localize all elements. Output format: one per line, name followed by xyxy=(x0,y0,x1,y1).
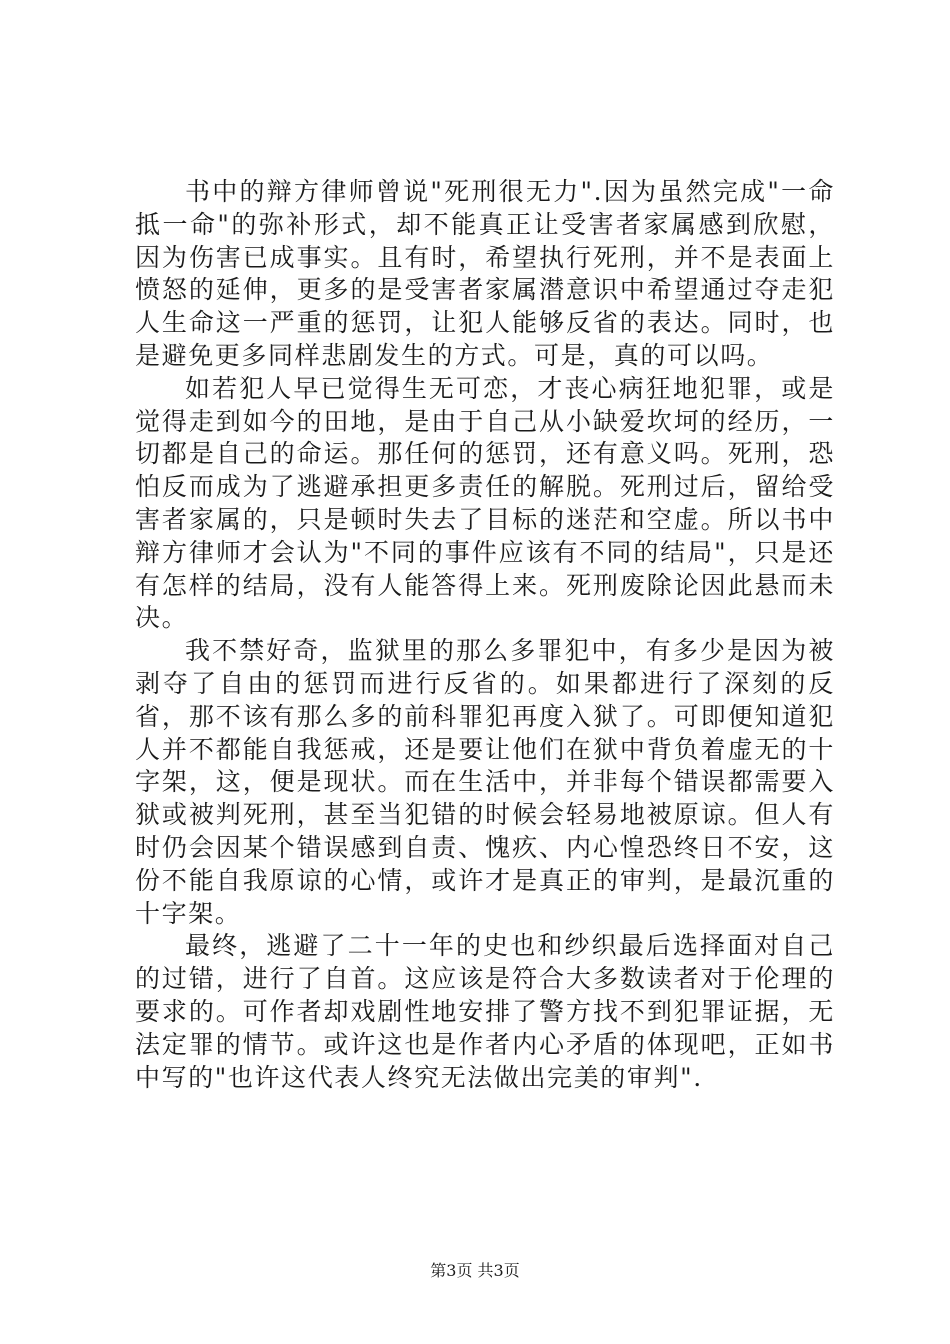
paragraph-4: 最终，逃避了二十一年的史也和纱织最后选择面对自己的过错，进行了自首。这应该是符合大多数读者对于伦理的要求的。可作者却戏剧性地安排了警方找不到犯罪证据，无法定罪的情节。或许这也是作者内心矛盾的体现吧，正如书中写的"也许这代表人终究无法做出完美的审判". xyxy=(135,931,835,1092)
paragraph-3: 我不禁好奇，监狱里的那么多罪犯中，有多少是因为被剥夺了自由的惩罚而进行反省的。如果都进行了深刻的反省，那不该有那么多的前科罪犯再度入狱了。可即便知道犯人并不都能自我惩戒，还是要让他们在狱中背负着虚无的十字架，这，便是现状。而在生活中，并非每个错误都需要入狱或被判死刑，甚至当犯错的时候会轻易地被原谅。但人有时仍会因某个错误感到自责、愧疚、内心惶恐终日不安，这份不能自我原谅的心情，或许才是真正的审判，是最沉重的十字架。 xyxy=(135,636,835,928)
page-number-footer: 第3页 共3页 xyxy=(430,1261,520,1280)
paragraph-1: 书中的辩方律师曾说"死刑很无力".因为虽然完成"一命抵一命"的弥补形式，却不能真正让受害者家属感到欣慰，因为伤害已成事实。且有时，希望执行死刑，并不是表面上愤怒的延伸，更多的是受害者家属潜意识中希望通过夺走犯人生命这一严重的惩罚，让犯人能够反省的表达。同时，也是避免更多同样悲剧发生的方式。可是，真的可以吗。 xyxy=(135,177,835,370)
document-body xyxy=(135,176,835,1094)
paragraph-2: 如若犯人早已觉得生无可恋，才丧心病狂地犯罪，或是觉得走到如今的田地，是由于自己从小缺爱坎坷的经历，一切都是自己的命运。那任何的惩罚，还有意义吗。死刑，恐怕反而成为了逃避承担更多责任的解脱。死刑过后，留给受害者家属的，只是顿时失去了目标的迷茫和空虚。所以书中辩方律师才会认为"不同的事件应该有不同的结局"，只是还有怎样的结局，没有人能答得上来。死刑废除论因此悬而未决。 xyxy=(135,373,835,633)
